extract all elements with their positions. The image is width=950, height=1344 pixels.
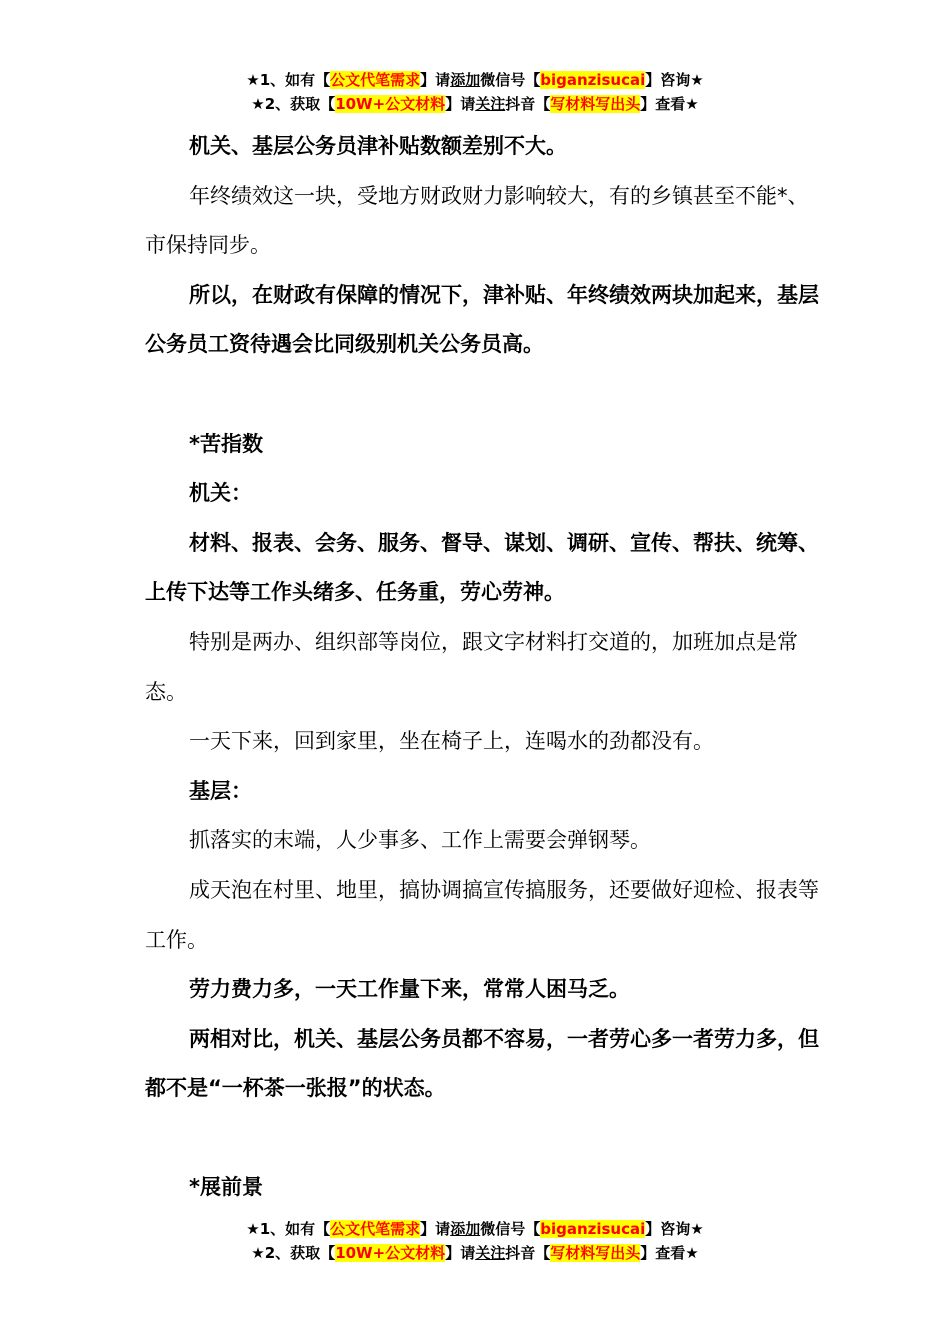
paragraph: 年终绩效这一块，受地方财政财力影响较大，有的乡镇甚至不能*、市保持同步。	[145, 183, 809, 258]
promo-line-2	[0, 92, 950, 116]
promo-wechat-id: biganzisucai	[540, 1220, 646, 1238]
paragraph: 特别是两办、组织部等岗位，跟文字材料打交道的，加班加点是常态。	[145, 629, 798, 704]
paragraph: 一天下来，回到家里，坐在椅子上，连喝水的劲都没有。	[189, 729, 714, 754]
blank-line	[145, 370, 825, 420]
paragraph: 抓落实的末端，人少事多、工作上需要会弹钢琴。	[189, 828, 651, 853]
promo-douyin-id: 写材料写出头	[550, 1244, 641, 1262]
paragraph: 机关、基层公务员津补贴数额差别不大。	[189, 134, 567, 158]
promo-highlight: 10W+公文材料	[335, 95, 446, 113]
promo-text: 抖音【	[505, 1244, 551, 1262]
section-heading: *苦指数	[189, 431, 263, 456]
promo-text: 】请	[445, 95, 476, 113]
bottom-promo-banner	[0, 1217, 950, 1265]
promo-text: ★1、如有【	[246, 1220, 331, 1238]
top-promo-banner	[0, 68, 950, 116]
paragraph: 材料、报表、会务、服务、督导、谋划、调研、宣传、帮扶、统筹、上传下达等工作头绪多、任务重，劳心劳神。	[145, 530, 819, 605]
promo-underline: 关注	[475, 95, 506, 113]
promo-text: ★2、获取【	[251, 1244, 336, 1262]
subheading: 基层：	[189, 778, 252, 803]
promo-text: ★2、获取【	[251, 95, 336, 113]
promo-text: 微信号【	[480, 71, 541, 89]
promo-underline: 关注	[475, 1244, 506, 1262]
section-heading: *展前景	[189, 1175, 263, 1200]
promo-douyin-id: 写材料写出头	[550, 95, 641, 113]
promo-highlight: 公文代笔需求	[330, 1220, 421, 1238]
promo-text: 】请	[445, 1244, 476, 1262]
promo-text: 抖音【	[505, 95, 551, 113]
promo-highlight: 10W+公文材料	[335, 1244, 446, 1262]
paragraph: 所以，在财政有保障的情况下，津补贴、年终绩效两块加起来，基层公务员工资待遇会比同级别机关公务员高。	[145, 282, 819, 357]
document-body	[145, 122, 825, 1213]
paragraph: 劳力费力多，一天工作量下来，常常人困马乏。	[189, 977, 630, 1002]
paragraph: 两相对比，机关、基层公务员都不容易，一者劳心多一者劳力多，但都不是“一杯茶一张报”的状态。	[145, 1026, 819, 1101]
promo-underline: 添加	[450, 71, 481, 89]
promo-wechat-id: biganzisucai	[540, 71, 646, 89]
promo-text: 】请	[420, 71, 451, 89]
promo-text: 】咨询★	[645, 71, 704, 89]
promo-text: 】查看★	[640, 95, 699, 113]
promo-text: 】咨询★	[645, 1220, 704, 1238]
promo-text: 】查看★	[640, 1244, 699, 1262]
paragraph: 成天泡在村里、地里，搞协调搞宣传搞服务，还要做好迎检、报表等工作。	[145, 877, 819, 952]
promo-text: ★1、如有【	[246, 71, 331, 89]
promo-underline: 添加	[450, 1220, 481, 1238]
promo-text: 】请	[420, 1220, 451, 1238]
promo-line-1	[0, 68, 950, 92]
promo-highlight: 公文代笔需求	[330, 71, 421, 89]
promo-line-1	[0, 1217, 950, 1241]
promo-text: 微信号【	[480, 1220, 541, 1238]
promo-line-2	[0, 1241, 950, 1265]
subheading: 机关：	[189, 481, 252, 506]
blank-line	[145, 1114, 825, 1164]
